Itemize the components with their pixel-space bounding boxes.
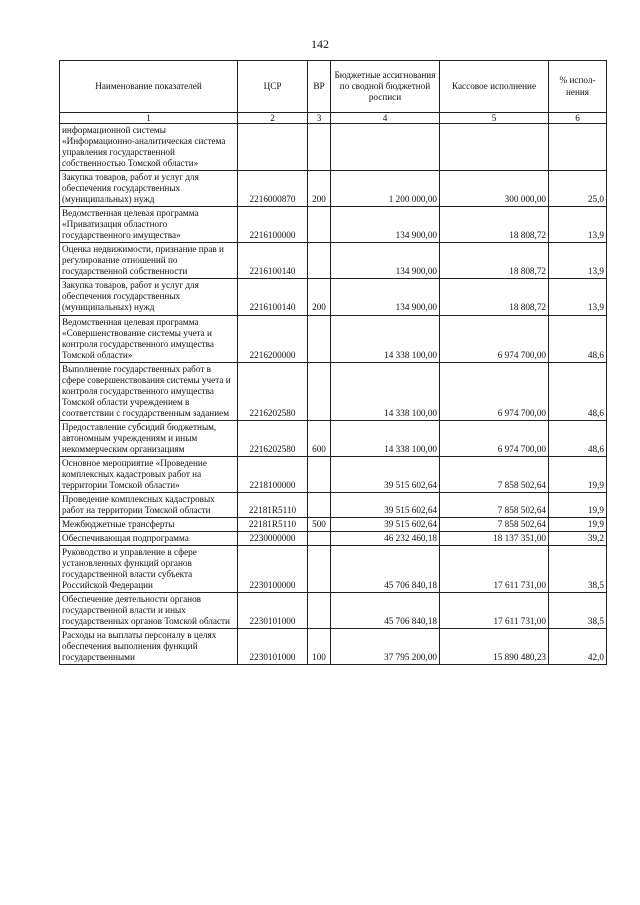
row-cash-execution: 7 858 502,64 [440,492,549,517]
row-cash-execution: 6 974 700,00 [440,315,549,362]
row-indicator-name: информационной системы «Информационно-аналитическая система управления государственной собственностью Томской области» [60,124,238,171]
row-vr-code [308,207,331,243]
row-indicator-name: Проведение комплексных кадастровых работ на территории Томской области [60,492,238,517]
row-execution-percent [549,124,607,171]
row-execution-percent: 13,9 [549,207,607,243]
row-indicator-name: Предоставление субсидий бюджетным, автономным учреждениям и иным некоммерческим организациям [60,420,238,456]
row-csr-code: 2230100000 [238,546,308,593]
row-cash-execution: 300 000,00 [440,171,549,207]
row-cash-execution: 7 858 502,64 [440,518,549,532]
row-cash-execution: 7 858 502,64 [440,456,549,492]
row-budget-allocation: 37 795 200,00 [331,629,440,665]
header-execution-percent: % испол-нения [549,61,607,113]
row-budget-allocation: 14 338 100,00 [331,315,440,362]
row-cash-execution: 15 890 480,23 [440,629,549,665]
row-vr-code: 200 [308,171,331,207]
row-execution-percent: 48,6 [549,315,607,362]
row-cash-execution: 6 974 700,00 [440,362,549,420]
row-cash-execution: 18 137 351,00 [440,532,549,546]
table-row [60,171,607,207]
row-csr-code: 2216100140 [238,279,308,315]
row-indicator-name: Оценка недвижимости, признание прав и регулирование отношений по государственной собственности [60,243,238,279]
header-csr: ЦСР [238,61,308,113]
row-budget-allocation: 39 515 602,64 [331,456,440,492]
table-row [60,279,607,315]
row-vr-code [308,593,331,629]
row-cash-execution: 6 974 700,00 [440,420,549,456]
row-cash-execution: 17 611 731,00 [440,593,549,629]
row-vr-code [308,315,331,362]
column-number-row [60,113,607,124]
row-budget-allocation: 14 338 100,00 [331,362,440,420]
row-indicator-name: Руководство и управление в сфере установленных функций органов государственной власти субъекта Российской Федерации [60,546,238,593]
table-row [60,362,607,420]
row-budget-allocation: 45 706 840,18 [331,593,440,629]
row-budget-allocation: 134 900,00 [331,243,440,279]
row-cash-execution [440,124,549,171]
row-budget-allocation: 14 338 100,00 [331,420,440,456]
column-number: 5 [440,113,549,124]
row-cash-execution: 17 611 731,00 [440,546,549,593]
row-cash-execution: 18 808,72 [440,207,549,243]
column-number: 4 [331,113,440,124]
row-budget-allocation: 39 515 602,64 [331,492,440,517]
row-indicator-name: Основное мероприятие «Проведение комплексных кадастровых работ на территории Томской области» [60,456,238,492]
row-budget-allocation: 1 200 000,00 [331,171,440,207]
row-budget-allocation: 134 900,00 [331,279,440,315]
row-vr-code [308,456,331,492]
row-indicator-name: Выполнение государственных работ в сфере совершенствования системы учета и контроля государственного имущества Томской области учреждением в соответствии с государственным заданием [60,362,238,420]
row-execution-percent: 42,0 [549,629,607,665]
row-vr-code [308,243,331,279]
row-execution-percent: 38,5 [549,546,607,593]
table-row [60,546,607,593]
header-budget-allocations: Бюджетные ассигнования по сводной бюджетной росписи [331,61,440,113]
budget-execution-table [59,60,607,665]
row-csr-code: 2230101000 [238,629,308,665]
header-indicator-name: Наименование показателей [60,61,238,113]
table-header-row [60,61,607,113]
row-vr-code: 500 [308,518,331,532]
row-indicator-name: Расходы на выплаты персоналу в целях обеспечения выполнения функций государственными [60,629,238,665]
row-execution-percent: 19,9 [549,456,607,492]
table-row [60,593,607,629]
header-vr: ВР [308,61,331,113]
row-csr-code: 22181R5110 [238,518,308,532]
column-number: 2 [238,113,308,124]
table-row [60,629,607,665]
column-number: 3 [308,113,331,124]
row-execution-percent: 19,9 [549,518,607,532]
row-indicator-name: Межбюджетные трансферты [60,518,238,532]
row-vr-code [308,362,331,420]
row-csr-code: 2216100000 [238,207,308,243]
row-budget-allocation: 39 515 602,64 [331,518,440,532]
row-budget-allocation: 134 900,00 [331,207,440,243]
row-csr-code: 2230101000 [238,593,308,629]
row-execution-percent: 13,9 [549,279,607,315]
table-row [60,492,607,517]
row-indicator-name: Закупка товаров, работ и услуг для обеспечения государственных (муниципальных) нужд [60,279,238,315]
row-indicator-name: Обеспечивающая подпрограмма [60,532,238,546]
table-row [60,315,607,362]
table-row [60,532,607,546]
row-budget-allocation [331,124,440,171]
row-execution-percent: 38,5 [549,593,607,629]
table-row [60,456,607,492]
row-indicator-name: Ведомственная целевая программа «Приватизация областного государственного имущества» [60,207,238,243]
table-row [60,207,607,243]
table-body [60,124,607,665]
row-csr-code: 2230000000 [238,532,308,546]
row-csr-code: 2216000870 [238,171,308,207]
table-row [60,518,607,532]
row-execution-percent: 25,0 [549,171,607,207]
row-vr-code: 200 [308,279,331,315]
row-indicator-name: Обеспечение деятельности органов государственной власти и иных государственных органов Томской области [60,593,238,629]
row-csr-code [238,124,308,171]
row-csr-code: 2218100000 [238,456,308,492]
row-csr-code: 2216202580 [238,362,308,420]
row-indicator-name: Закупка товаров, работ и услуг для обеспечения государственных (муниципальных) нужд [60,171,238,207]
row-vr-code: 100 [308,629,331,665]
row-cash-execution: 18 808,72 [440,279,549,315]
row-csr-code: 22181R5110 [238,492,308,517]
row-budget-allocation: 45 706 840,18 [331,546,440,593]
row-csr-code: 2216202580 [238,420,308,456]
table-row [60,243,607,279]
row-execution-percent: 39,2 [549,532,607,546]
row-indicator-name: Ведомственная целевая программа «Совершенствование системы учета и контроля государственного имущества Томской области» [60,315,238,362]
row-vr-code [308,532,331,546]
row-vr-code [308,492,331,517]
row-budget-allocation: 46 232 460,18 [331,532,440,546]
table-row [60,420,607,456]
row-vr-code [308,546,331,593]
row-csr-code: 2216200000 [238,315,308,362]
row-execution-percent: 13,9 [549,243,607,279]
column-number: 6 [549,113,607,124]
column-number: 1 [60,113,238,124]
row-cash-execution: 18 808,72 [440,243,549,279]
header-cash-execution: Кассовое исполнение [440,61,549,113]
row-csr-code: 2216100140 [238,243,308,279]
page-number: 142 [311,37,329,51]
row-execution-percent: 48,6 [549,420,607,456]
row-execution-percent: 19,9 [549,492,607,517]
table-row [60,124,607,171]
row-execution-percent: 48,6 [549,362,607,420]
row-vr-code [308,124,331,171]
row-vr-code: 600 [308,420,331,456]
